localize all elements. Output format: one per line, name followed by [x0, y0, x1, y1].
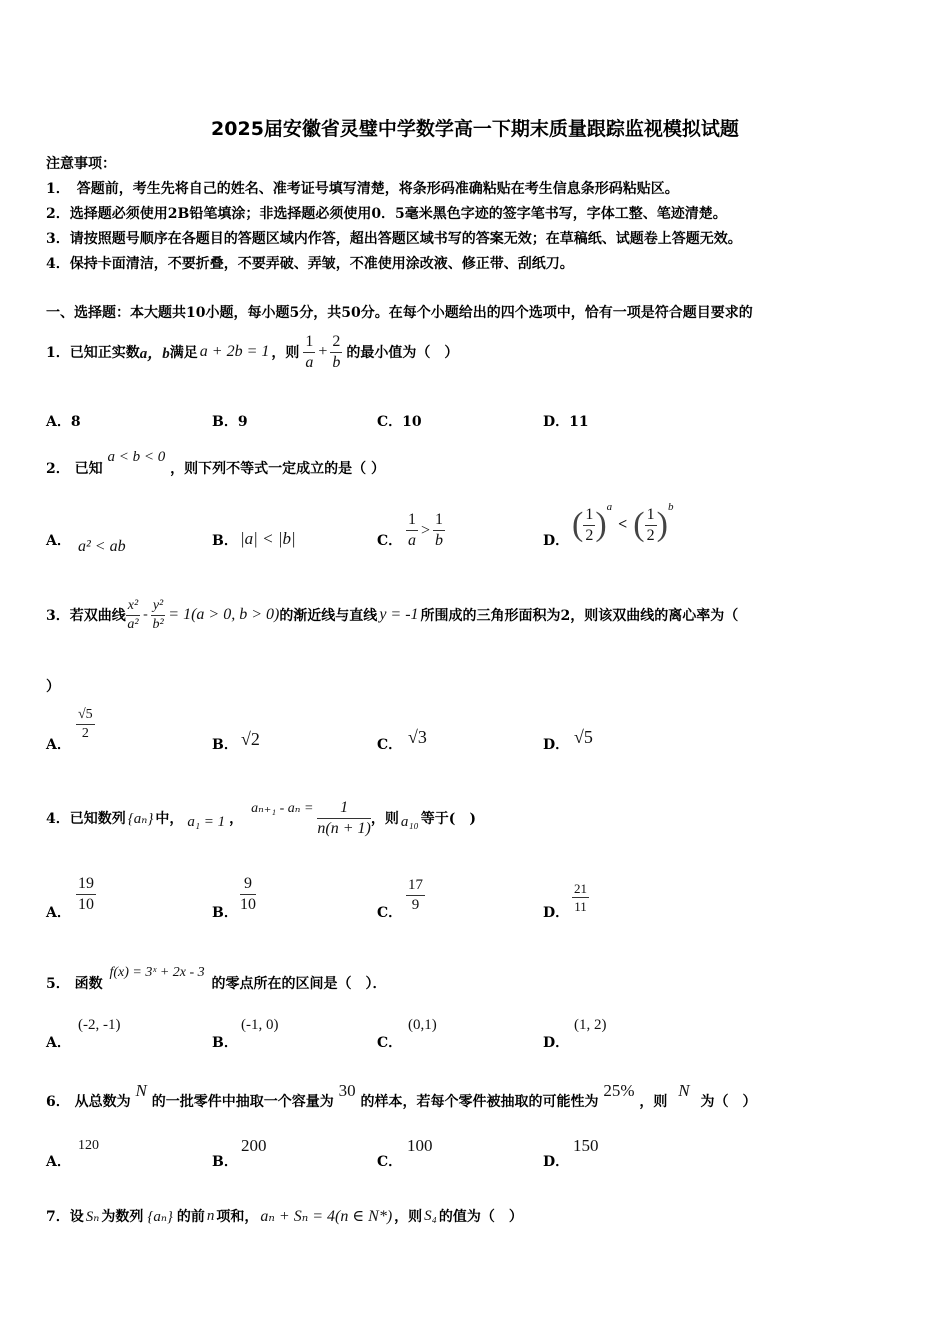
notice-heading: 注意事项： [46, 156, 116, 172]
option-a-expr: $\frac{19}{10}$ [78, 875, 94, 913]
option-b-expr: 200 [241, 1136, 267, 1155]
option-c[interactable]: C． [377, 1035, 403, 1051]
q4-sequence: {aₙ} [127, 810, 154, 827]
q3-text: 的渐近线与直线 [279, 608, 378, 624]
q7-text: 设 [69, 1209, 84, 1225]
question-3 [46, 590, 738, 640]
q7-variable: n [206, 1207, 215, 1224]
option-d-expr: $\frac{21}{11}$ [574, 881, 587, 914]
q1-variables: a，b [139, 345, 170, 362]
q4-text: 等于( ) [420, 811, 477, 827]
question-number: 5． [46, 976, 70, 992]
question-number: 4． [46, 811, 70, 827]
q6-text: 的一批零件中抽取一个容量为 [151, 1094, 334, 1110]
option-b[interactable]: B． [212, 1154, 238, 1170]
option-d[interactable]: D．11 [543, 414, 589, 430]
page-title: 2025届安徽省灵璧中学数学高一下期末质量跟踪监视模拟试题 [211, 118, 739, 140]
q7-sequence: {aₙ} [147, 1208, 173, 1225]
option-d[interactable]: D． [543, 737, 570, 753]
question-2 [46, 449, 385, 478]
q4-recurrence: aₙ₊₁ - aₙ = [251, 800, 314, 816]
option-a[interactable]: A．8 [46, 414, 81, 430]
option-a[interactable]: A． [46, 1035, 71, 1051]
option-value: 9 [237, 414, 248, 430]
q3-text: 所围成的三角形面积为2，则该双曲线的离心率为（ [420, 608, 739, 624]
option-b[interactable]: B． [212, 1035, 238, 1051]
q4-term: a₁₀ [400, 813, 419, 830]
q3-line: y = -1 [379, 606, 419, 623]
option-d-expr: 150 [573, 1136, 599, 1155]
q4-text: ，则 [370, 811, 399, 827]
fraction: $\frac{1}{n(n + 1)}$ [317, 798, 371, 837]
notice-item: 4．保持卡面清洁，不要折叠，不要弄破、弄皱，不准使用涂改液、修正带、刮纸刀。 [46, 256, 574, 272]
option-d[interactable]: D． [543, 533, 570, 549]
q5-function: f(x) = 3ˣ + 2x - 3 [109, 965, 205, 980]
option-b[interactable]: B． [212, 533, 238, 549]
q7-sum: Sₙ [85, 1208, 100, 1225]
question-number: 2． [46, 461, 70, 477]
question-7 [46, 1201, 523, 1231]
section-heading: 一、选择题：本大题共10小题，每小题5分，共50分。在每个小题给出的四个选项中，恰有一项是符合题目要求的 [46, 305, 753, 321]
option-d[interactable]: D． [543, 905, 570, 921]
question-5 [46, 965, 387, 993]
option-d-expr: ( $\frac{1}{2}$ ) a < ( $\frac{1}{2}$ ) b [572, 501, 674, 544]
q7-text: 项和， [216, 1209, 259, 1225]
q6-variable: N [678, 1081, 690, 1100]
q1-text: 的最小值为（ ） [346, 345, 459, 361]
q3-text: 若双曲线 [69, 608, 126, 624]
fraction: $\frac{\text{x²}}{\text{a²}}$ [127, 597, 139, 632]
option-c[interactable]: C．10 [377, 414, 422, 430]
question-number: 1． [46, 345, 70, 361]
q6-text: ，则 [639, 1094, 668, 1110]
q6-sample-size: 30 [338, 1081, 356, 1100]
option-value: 11 [569, 414, 589, 430]
option-a[interactable]: A． [46, 533, 71, 549]
q2-text: 已知 [74, 461, 103, 477]
option-c[interactable]: C． [377, 1154, 403, 1170]
option-d[interactable]: D． [543, 1154, 570, 1170]
option-d[interactable]: D． [543, 1035, 570, 1051]
q4-text: ， [229, 811, 244, 827]
question-number: 7． [46, 1209, 70, 1225]
option-a-expr: a² < ab [78, 538, 126, 555]
option-a-expr: 120 [78, 1138, 99, 1153]
fraction: $\frac{2}{b}$ [332, 332, 341, 371]
option-c-expr: $\frac{17}{9}$ [408, 877, 423, 913]
q7-text: ，则 [394, 1209, 423, 1225]
q6-variable: N [135, 1081, 147, 1100]
option-d-expr: (1, 2) [574, 1017, 607, 1033]
option-c[interactable]: C． [377, 905, 403, 921]
option-b-expr: (-1, 0) [241, 1017, 279, 1033]
option-a[interactable]: A． [46, 905, 71, 921]
q1-condition: a + 2b = 1 [199, 343, 270, 360]
q4-text: 已知数列 [69, 811, 126, 827]
question-number: 6． [46, 1094, 70, 1110]
q7-equation: aₙ + Sₙ = 4(n ∈ N*) [260, 1208, 393, 1225]
minus-sign: - [143, 607, 148, 622]
q2-text: ，则下列不等式一定成立的是（ ） [170, 461, 385, 477]
q5-text: 函数 [74, 976, 103, 992]
notice-item: 2．选择题必须使用2B铅笔填涂；非选择题必须使用0．5毫米黑色字迹的签字笔书写，字体工整、笔迹清楚。 [46, 206, 727, 222]
option-c-expr: $\frac{1}{a}$ > $\frac{1}{b}$ [408, 511, 444, 549]
plus-sign: + [318, 343, 328, 360]
option-c-expr: 100 [407, 1136, 433, 1155]
q7-sum: S₄ [424, 1207, 437, 1224]
option-c-expr: (0,1) [408, 1017, 437, 1033]
option-c[interactable]: C． [377, 737, 403, 753]
q6-text: 从总数为 [74, 1094, 131, 1110]
question-1 [46, 328, 458, 376]
question-number: 3． [46, 608, 70, 624]
q2-condition: a < b < 0 [107, 449, 166, 465]
notice-item: 1． 答题前，考生先将自己的姓名、准考证号填写清楚，将条形码准确粘贴在考生信息条形码粘贴区。 [46, 181, 679, 197]
option-b-expr: |a| < |b| [240, 529, 296, 548]
q7-text: 的前 [176, 1209, 205, 1225]
q1-text: ，则 [271, 345, 300, 361]
q6-text: 的样本，若每个零件被抽取的可能性为 [360, 1094, 599, 1110]
option-value: 10 [402, 414, 422, 430]
q4-text: 中， [155, 811, 184, 827]
q3-condition: = 1(a > 0, b > 0) [168, 606, 280, 623]
option-b-expr: √2 [241, 729, 260, 749]
fraction: $\frac{1}{a}$ [305, 332, 314, 371]
option-a[interactable]: A． [46, 737, 71, 753]
option-d-expr: √5 [574, 727, 593, 747]
q1-text: 已知正实数 [69, 345, 140, 361]
option-b-expr: $\frac{9}{10}$ [240, 875, 256, 913]
q1-text: 满足 [169, 345, 198, 361]
option-b[interactable]: B．9 [212, 414, 248, 430]
notice-item: 3．请按照题号顺序在各题目的答题区域内作答，超出答题区域书写的答案无效；在草稿纸、试题卷上答题无效。 [46, 231, 742, 247]
option-c-expr: √3 [408, 727, 427, 747]
q5-text: 的零点所在的区间是（ ）． [211, 976, 387, 992]
option-b[interactable]: B． [212, 905, 238, 921]
option-a[interactable]: A． [46, 1154, 71, 1170]
option-a-expr: $\frac{√5}{2}$ [78, 707, 93, 741]
question-6 [46, 1081, 757, 1111]
q7-text: 为数列 [101, 1209, 144, 1225]
q3-text: ） [46, 679, 60, 695]
q6-text: 为（ ） [700, 1094, 757, 1110]
option-value: 8 [70, 414, 81, 430]
q4-initial: a₁ = 1 [187, 813, 226, 830]
fraction: $\frac{\text{y²}}{\text{b²}}$ [152, 597, 164, 632]
q6-probability: 25% [603, 1081, 635, 1100]
option-c[interactable]: C． [377, 533, 403, 549]
question-4 [46, 790, 476, 846]
q7-text: 的值为（ ） [438, 1209, 523, 1225]
option-b[interactable]: B． [212, 737, 238, 753]
option-a-expr: (-2, -1) [78, 1017, 121, 1033]
